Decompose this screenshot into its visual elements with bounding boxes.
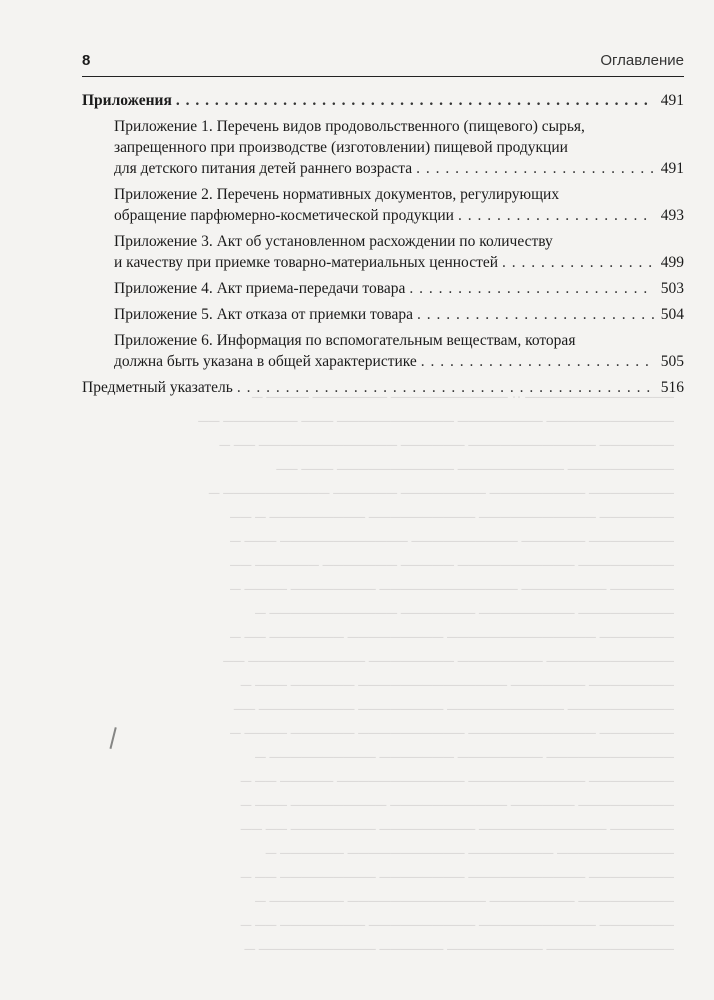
header-rule bbox=[82, 76, 684, 77]
toc-entry-subject-index[interactable] bbox=[82, 377, 684, 398]
toc-entry-line: для детского питания детей раннего возраста bbox=[114, 160, 413, 177]
toc-line bbox=[114, 158, 684, 179]
toc-page-number: 493 bbox=[660, 207, 684, 224]
leader-dots bbox=[409, 278, 654, 299]
leader-dots bbox=[416, 158, 654, 179]
toc-entry-line: запрещенного при производстве (изготовлении) пищевой продукции bbox=[114, 139, 568, 156]
toc-entry-appendix-1[interactable] bbox=[82, 116, 684, 179]
table-of-contents bbox=[82, 90, 684, 403]
toc-line bbox=[114, 351, 684, 372]
toc-line bbox=[114, 205, 684, 226]
page-header bbox=[82, 52, 684, 74]
running-title: Оглавление bbox=[600, 52, 684, 69]
toc-page-number: 491 bbox=[660, 160, 684, 177]
toc-line bbox=[114, 252, 684, 273]
toc-page-number: 503 bbox=[660, 280, 684, 297]
leader-dots bbox=[421, 351, 654, 372]
toc-entry-line: обращение парфюмерно-косметической продукции bbox=[114, 207, 454, 224]
toc-page-number: 499 bbox=[660, 254, 684, 271]
toc-entry-appendix-3[interactable] bbox=[82, 231, 684, 273]
toc-entry-title: Предметный указатель bbox=[82, 379, 233, 396]
leader-dots bbox=[502, 252, 654, 273]
page-number: 8 bbox=[82, 52, 91, 69]
toc-entry-line: Приложение 3. Акт об установленном расхождении по количеству bbox=[114, 233, 553, 250]
toc-entry-line: Приложение 6. Информация по вспомогательным веществам, которая bbox=[114, 332, 576, 349]
toc-line bbox=[82, 90, 684, 111]
toc-line bbox=[82, 377, 684, 398]
toc-page-number: 491 bbox=[660, 92, 684, 109]
toc-page-number: 504 bbox=[660, 306, 684, 323]
toc-entry-line: Приложение 2. Перечень нормативных документов, регулирующих bbox=[114, 186, 560, 203]
toc-entry-line: Приложение 5. Акт отказа от приемки товара bbox=[114, 306, 413, 323]
toc-entry-appendix-6[interactable] bbox=[82, 330, 684, 372]
toc-entry-line: должна быть указана в общей характеристике bbox=[114, 353, 417, 370]
toc-page-number: 516 bbox=[660, 379, 684, 396]
toc-page-number: 505 bbox=[660, 353, 684, 370]
toc-line bbox=[114, 304, 684, 325]
toc-entry-appendix-5[interactable] bbox=[82, 304, 684, 325]
leader-dots bbox=[237, 377, 654, 398]
leader-dots bbox=[176, 90, 654, 111]
leader-dots bbox=[458, 205, 654, 226]
leader-dots bbox=[417, 304, 654, 325]
toc-entry-title: Приложения bbox=[82, 92, 172, 109]
toc-entry-appendix-4[interactable] bbox=[82, 278, 684, 299]
toc-entry-line: и качеству при приемке товарно-материальных ценностей bbox=[114, 254, 499, 271]
reverse-page-bleed-through: ────────────── ·· ─────────── ─────── ──── ─ ──────────── ──────── ─────────── ─── ─────── ── ─────── ──────────── ────── ───────────── ── ─ ────────── ────────── ─────────── ─── ── ──────── ───────── ──────── ────── ────────── ─ ─────── ─────────── ────────── ───────── ─ ── ──────── ────── ────────── ──────────── ─── ─ ───────── ─────────── ───── ─────── ────── ── ────── ──────── ───────────── ──────── ──── ─ ───────── ───────── ─────── ──────────── ─ ─────── ────────────── ───────── ─────── ── ─ ──────────── ──────── ──────── ─────────── ── ──────── ─────── ────────────── ────── ─── ─ ────────── ─────────── ──────── ───────── ── ─────── ──────────── ────────── ────── ──── ─ ──────────── ──────── ─────── ────────── ─ ──────── ─────────── ──────────── ───── ── ─ ───────── ────── ─────────── ───────── ─── ─ ────── ──────────── ───────── ──────── ── ── ─────────── ──────── ─────────── ────── ─ ──────── ─────────── ──────── ───────── ── ─ ───────── ──────── ───────────── ─────── ─ ─────── ─────────── ────────── ──────── ── ─ ──────────── ───────── ────── ─────────── ─ bbox=[198, 390, 674, 958]
toc-entry-appendices[interactable] bbox=[82, 90, 684, 111]
toc-entry-appendix-2[interactable] bbox=[82, 184, 684, 226]
pencil-mark bbox=[109, 727, 124, 751]
toc-entry-line: Приложение 4. Акт приема-передачи товара bbox=[114, 280, 406, 297]
toc-entry-line: Приложение 1. Перечень видов продовольственного (пищевого) сырья, bbox=[114, 118, 585, 135]
toc-line bbox=[114, 278, 684, 299]
